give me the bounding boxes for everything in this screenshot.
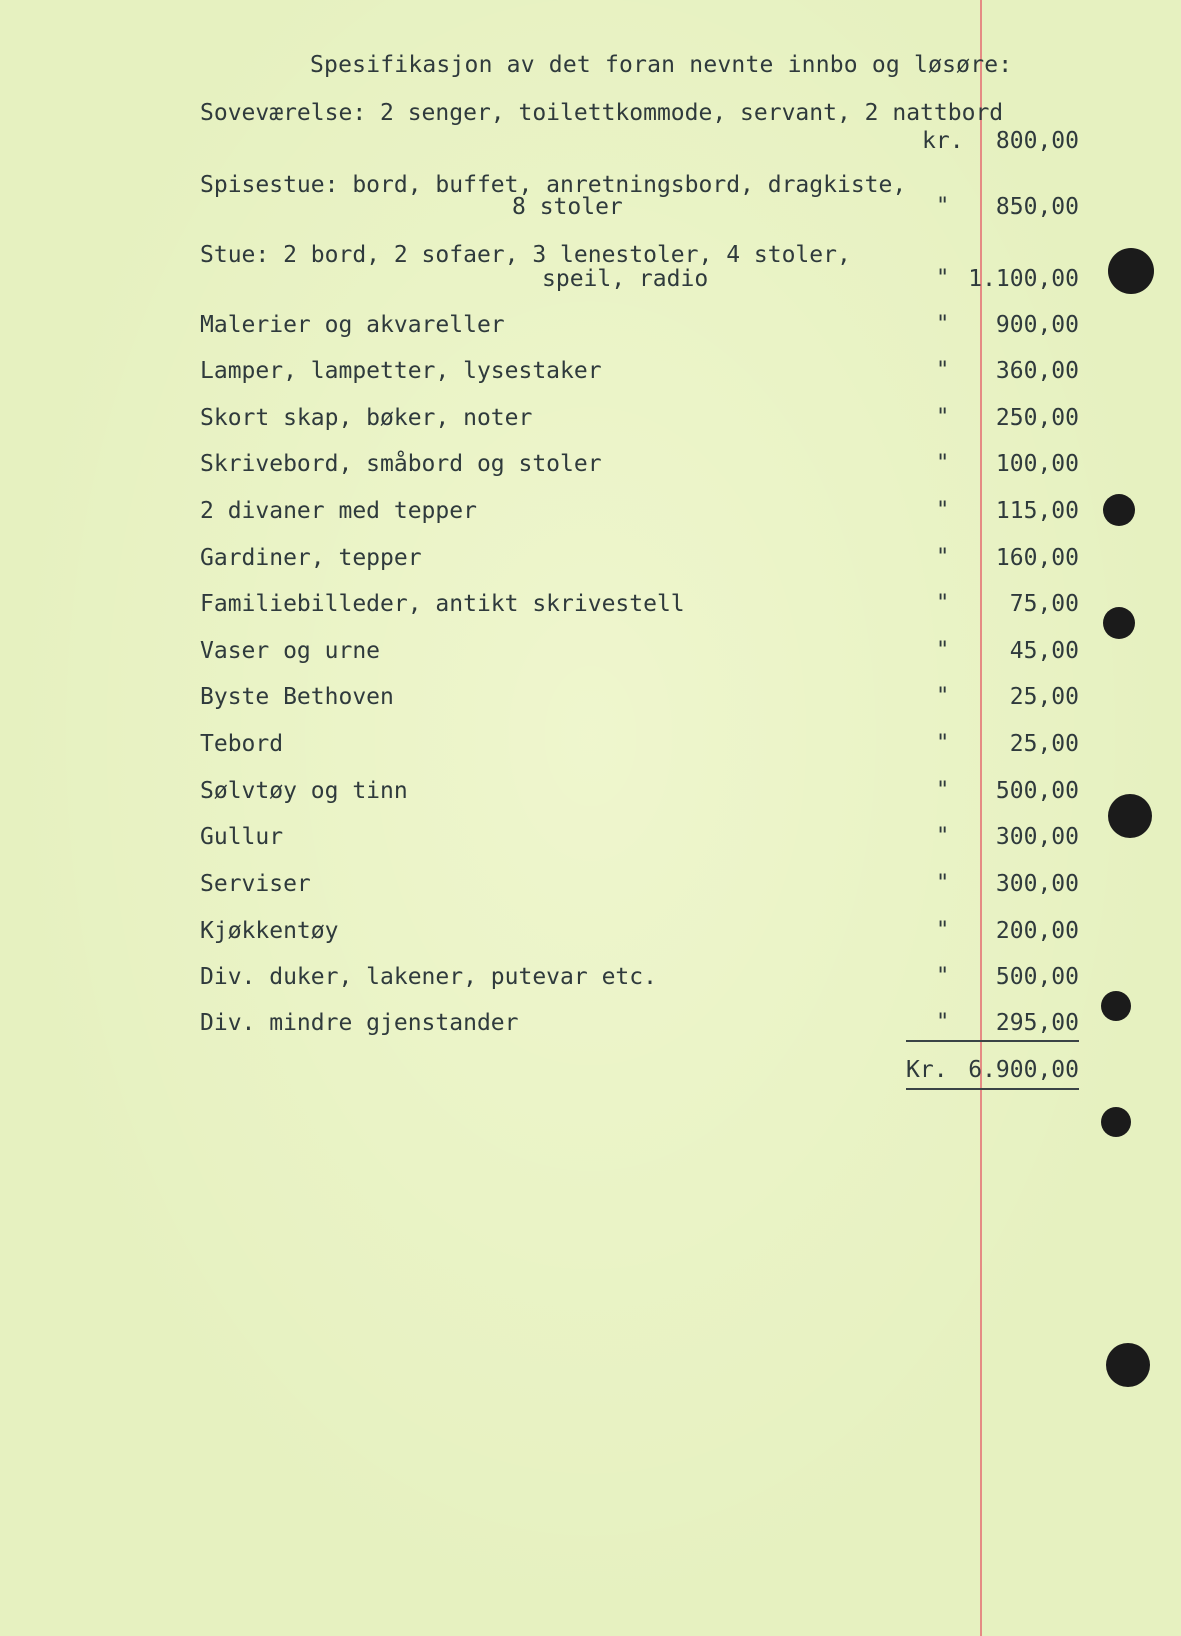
item-description: Div. duker, lakener, putevar etc. bbox=[200, 964, 657, 990]
item-description: Vaser og urne bbox=[200, 638, 381, 664]
ditto-mark: " bbox=[936, 1010, 950, 1035]
item-row bbox=[0, 545, 1181, 575]
item-amount: 250,00 bbox=[995, 405, 1079, 431]
sum-rule-bottom bbox=[906, 1088, 1079, 1090]
item-description: Tebord bbox=[200, 731, 284, 757]
item-amount: 25,00 bbox=[1009, 684, 1079, 710]
ditto-mark: " bbox=[936, 545, 950, 570]
item-amount: 115,00 bbox=[995, 498, 1079, 524]
item-amount: 295,00 bbox=[995, 1010, 1079, 1036]
ditto-mark: " bbox=[936, 778, 950, 803]
item-amount: 500,00 bbox=[995, 778, 1079, 804]
item-row bbox=[0, 638, 1181, 668]
item-amount: 75,00 bbox=[1009, 591, 1079, 617]
item-row bbox=[0, 731, 1181, 761]
item-row bbox=[0, 964, 1181, 994]
item-amount: 500,00 bbox=[995, 964, 1079, 990]
item-description: Soveværelse: 2 senger, toilettkommode, servant, 2 nattbord bbox=[200, 100, 1004, 126]
item-row bbox=[0, 871, 1181, 901]
sum-rule-top bbox=[906, 1040, 1079, 1042]
binder-hole bbox=[1101, 1107, 1131, 1137]
ditto-mark: " bbox=[936, 194, 950, 219]
ditto-mark: " bbox=[936, 684, 950, 709]
currency-marker: kr. bbox=[922, 128, 964, 154]
ditto-mark: " bbox=[936, 824, 950, 849]
item-amount: 300,00 bbox=[995, 871, 1079, 897]
ditto-mark: " bbox=[936, 451, 950, 476]
item-row bbox=[0, 684, 1181, 714]
item-amount: 360,00 bbox=[995, 358, 1079, 384]
ditto-mark: " bbox=[936, 964, 950, 989]
item-amount: 300,00 bbox=[995, 824, 1079, 850]
item-description: Lamper, lampetter, lysestaker bbox=[200, 358, 602, 384]
item-amount: 900,00 bbox=[995, 312, 1079, 338]
item-row bbox=[0, 405, 1181, 435]
item-description: Byste Bethoven bbox=[200, 684, 394, 710]
item-row bbox=[0, 1010, 1181, 1040]
item-amount: 200,00 bbox=[995, 918, 1079, 944]
item-description: Skrivebord, småbord og stoler bbox=[200, 451, 602, 477]
item-amount: 25,00 bbox=[1009, 731, 1079, 757]
item-description-continued: speil, radio bbox=[542, 266, 709, 292]
item-amount: 800,00 bbox=[995, 128, 1079, 154]
item-amount: 850,00 bbox=[995, 194, 1079, 220]
item-row bbox=[0, 778, 1181, 808]
item-row bbox=[0, 172, 1181, 232]
item-description: Familiebilleder, antikt skrivestell bbox=[200, 591, 685, 617]
total-label: Kr. bbox=[906, 1057, 948, 1083]
item-description: Stue: 2 bord, 2 sofaer, 3 lenestoler, 4 stoler, bbox=[200, 242, 851, 268]
item-description: Skort skap, bøker, noter bbox=[200, 405, 533, 431]
ditto-mark: " bbox=[936, 871, 950, 896]
item-row bbox=[0, 591, 1181, 621]
total-amount: 6.900,00 bbox=[968, 1057, 1079, 1083]
item-description: Spisestue: bord, buffet, anretningsbord, dragkiste, bbox=[200, 172, 907, 198]
item-description: Serviser bbox=[200, 871, 311, 897]
ditto-mark: " bbox=[936, 918, 950, 943]
ditto-mark: " bbox=[936, 405, 950, 430]
item-row bbox=[0, 498, 1181, 528]
item-row bbox=[0, 451, 1181, 481]
item-row bbox=[0, 918, 1181, 948]
document-title: Spesifikasjon av det foran nevnte innbo og løsøre: bbox=[310, 52, 1013, 78]
item-description: 2 divaner med tepper bbox=[200, 498, 477, 524]
ditto-mark: " bbox=[936, 266, 950, 291]
item-description: Div. mindre gjenstander bbox=[200, 1010, 519, 1036]
item-description: Gardiner, tepper bbox=[200, 545, 422, 571]
ditto-mark: " bbox=[936, 591, 950, 616]
item-description-continued: 8 stoler bbox=[512, 194, 623, 220]
item-row bbox=[0, 242, 1181, 302]
binder-hole bbox=[1106, 1343, 1150, 1387]
item-amount: 100,00 bbox=[995, 451, 1079, 477]
item-amount: 45,00 bbox=[1009, 638, 1079, 664]
ditto-mark: " bbox=[936, 638, 950, 663]
item-description: Sølvtøy og tinn bbox=[200, 778, 408, 804]
item-row bbox=[0, 100, 1181, 160]
item-description: Kjøkkentøy bbox=[200, 918, 339, 944]
item-row bbox=[0, 312, 1181, 342]
ditto-mark: " bbox=[936, 498, 950, 523]
ditto-mark: " bbox=[936, 358, 950, 383]
item-amount: 160,00 bbox=[995, 545, 1079, 571]
item-description: Malerier og akvareller bbox=[200, 312, 505, 338]
item-description: Gullur bbox=[200, 824, 284, 850]
item-amount: 1.100,00 bbox=[968, 266, 1079, 292]
ditto-mark: " bbox=[936, 312, 950, 337]
ditto-mark: " bbox=[936, 731, 950, 756]
item-row bbox=[0, 358, 1181, 388]
item-row bbox=[0, 824, 1181, 854]
